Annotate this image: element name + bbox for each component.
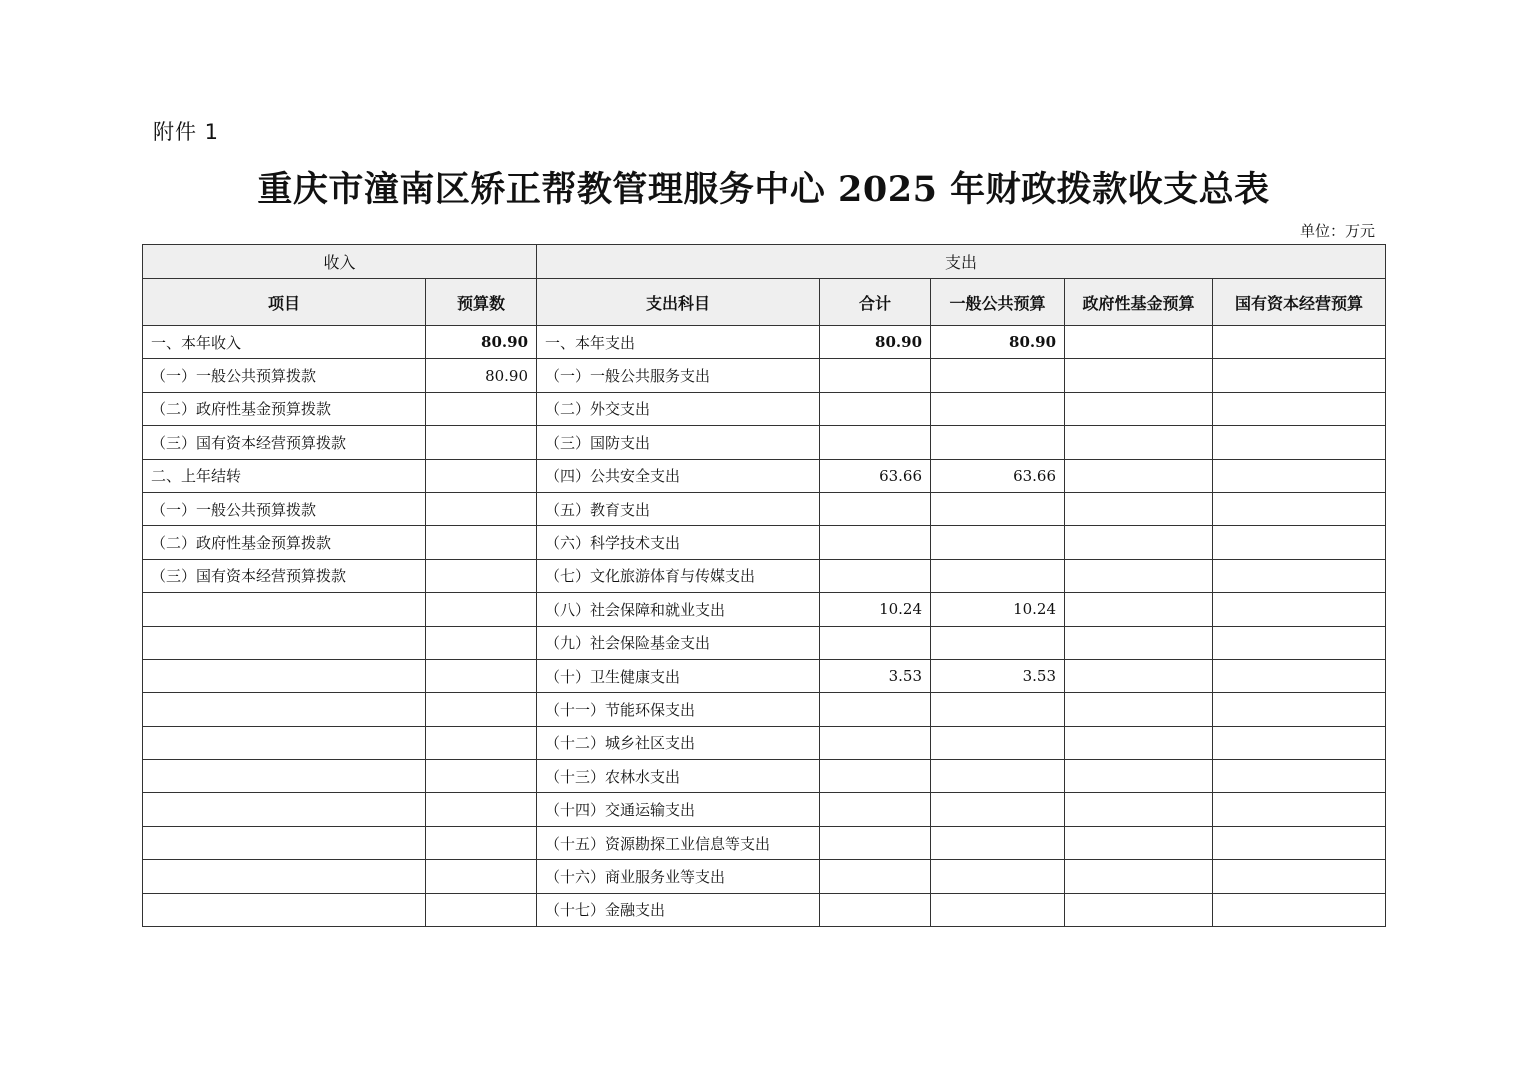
- income-item-cell: （三）国有资本经营预算拨款: [143, 559, 426, 592]
- table-row: [143, 860, 1386, 893]
- state-capital-budget-cell: [1213, 392, 1386, 425]
- state-capital-budget-cell: [1213, 492, 1386, 525]
- fund-budget-cell: [1065, 559, 1213, 592]
- table-row: [143, 492, 1386, 525]
- total-cell: [820, 726, 931, 759]
- fund-budget-cell: [1065, 726, 1213, 759]
- table-body: [143, 326, 1386, 927]
- total-cell: [820, 826, 931, 859]
- expense-item-cell: （十五）资源勘探工业信息等支出: [537, 826, 820, 859]
- total-cell: [820, 760, 931, 793]
- state-capital-budget-cell: [1213, 860, 1386, 893]
- income-item-cell: （二）政府性基金预算拨款: [143, 526, 426, 559]
- col-header-state-capital-budget: 国有资本经营预算: [1213, 279, 1386, 326]
- fund-budget-cell: [1065, 693, 1213, 726]
- expense-item-cell: （十四）交通运输支出: [537, 793, 820, 826]
- budget-summary-table: [142, 244, 1386, 927]
- table-row: [143, 893, 1386, 926]
- income-amount-cell: [426, 826, 537, 859]
- total-cell: 10.24: [820, 593, 931, 626]
- total-cell: [820, 559, 931, 592]
- income-amount-cell: [426, 559, 537, 592]
- state-capital-budget-cell: [1213, 726, 1386, 759]
- income-item-cell: [143, 593, 426, 626]
- state-capital-budget-cell: [1213, 659, 1386, 692]
- total-cell: [820, 426, 931, 459]
- expense-item-cell: （七）文化旅游体育与传媒支出: [537, 559, 820, 592]
- general-budget-cell: 63.66: [931, 459, 1065, 492]
- general-budget-cell: 3.53: [931, 659, 1065, 692]
- expense-item-cell: （五）教育支出: [537, 492, 820, 525]
- general-budget-cell: 80.90: [931, 326, 1065, 359]
- general-budget-cell: [931, 826, 1065, 859]
- general-budget-cell: [931, 893, 1065, 926]
- col-header-total: 合计: [820, 279, 931, 326]
- column-header-row: [143, 279, 1386, 326]
- table-row: [143, 760, 1386, 793]
- expense-item-cell: （十六）商业服务业等支出: [537, 860, 820, 893]
- total-cell: 3.53: [820, 659, 931, 692]
- fund-budget-cell: [1065, 826, 1213, 859]
- income-item-cell: [143, 893, 426, 926]
- fund-budget-cell: [1065, 459, 1213, 492]
- table-row: [143, 793, 1386, 826]
- table-row: [143, 726, 1386, 759]
- expense-item-cell: （一）一般公共服务支出: [537, 359, 820, 392]
- income-item-cell: [143, 826, 426, 859]
- expense-item-cell: （八）社会保障和就业支出: [537, 593, 820, 626]
- expense-item-cell: （三）国防支出: [537, 426, 820, 459]
- state-capital-budget-cell: [1213, 693, 1386, 726]
- general-budget-cell: [931, 693, 1065, 726]
- total-cell: 63.66: [820, 459, 931, 492]
- group-header-row: [143, 245, 1386, 279]
- total-cell: 80.90: [820, 326, 931, 359]
- fund-budget-cell: [1065, 326, 1213, 359]
- state-capital-budget-cell: [1213, 359, 1386, 392]
- state-capital-budget-cell: [1213, 526, 1386, 559]
- fund-budget-cell: [1065, 860, 1213, 893]
- table-row: [143, 459, 1386, 492]
- col-header-general-budget: 一般公共预算: [931, 279, 1065, 326]
- table-row: [143, 526, 1386, 559]
- general-budget-cell: [931, 760, 1065, 793]
- income-item-cell: （一）一般公共预算拨款: [143, 492, 426, 525]
- expense-item-cell: （十二）城乡社区支出: [537, 726, 820, 759]
- income-item-cell: [143, 626, 426, 659]
- unit-label: 单位：万元: [1299, 222, 1375, 240]
- table-row: [143, 359, 1386, 392]
- expense-item-cell: 一、本年支出: [537, 326, 820, 359]
- income-amount-cell: [426, 659, 537, 692]
- state-capital-budget-cell: [1213, 326, 1386, 359]
- expense-item-cell: （二）外交支出: [537, 392, 820, 425]
- fund-budget-cell: [1065, 392, 1213, 425]
- income-amount-cell: [426, 459, 537, 492]
- state-capital-budget-cell: [1213, 893, 1386, 926]
- table-row: [143, 392, 1386, 425]
- state-capital-budget-cell: [1213, 559, 1386, 592]
- general-budget-cell: [931, 559, 1065, 592]
- income-amount-cell: [426, 492, 537, 525]
- general-budget-cell: 10.24: [931, 593, 1065, 626]
- income-item-cell: [143, 760, 426, 793]
- general-budget-cell: [931, 860, 1065, 893]
- income-amount-cell: [426, 693, 537, 726]
- income-amount-cell: [426, 526, 537, 559]
- state-capital-budget-cell: [1213, 626, 1386, 659]
- income-amount-cell: [426, 893, 537, 926]
- total-cell: [820, 526, 931, 559]
- expense-item-cell: （十）卫生健康支出: [537, 659, 820, 692]
- general-budget-cell: [931, 726, 1065, 759]
- expense-item-cell: （九）社会保险基金支出: [537, 626, 820, 659]
- income-amount-cell: [426, 860, 537, 893]
- table-row: [143, 559, 1386, 592]
- col-header-expense-item: 支出科目: [537, 279, 820, 326]
- table-row: [143, 826, 1386, 859]
- general-budget-cell: [931, 626, 1065, 659]
- fund-budget-cell: [1065, 659, 1213, 692]
- income-amount-cell: [426, 626, 537, 659]
- income-item-cell: [143, 659, 426, 692]
- general-budget-cell: [931, 392, 1065, 425]
- income-amount-cell: [426, 392, 537, 425]
- state-capital-budget-cell: [1213, 793, 1386, 826]
- total-cell: [820, 860, 931, 893]
- income-item-cell: 二、上年结转: [143, 459, 426, 492]
- col-header-budget: 预算数: [426, 279, 537, 326]
- state-capital-budget-cell: [1213, 760, 1386, 793]
- attachment-label: 附件 1: [153, 120, 220, 144]
- col-header-fund-budget: 政府性基金预算: [1065, 279, 1213, 326]
- col-header-item: 项目: [143, 279, 426, 326]
- total-cell: [820, 492, 931, 525]
- fund-budget-cell: [1065, 893, 1213, 926]
- general-budget-cell: [931, 359, 1065, 392]
- general-budget-cell: [931, 793, 1065, 826]
- state-capital-budget-cell: [1213, 459, 1386, 492]
- table-row: [143, 659, 1386, 692]
- state-capital-budget-cell: [1213, 593, 1386, 626]
- state-capital-budget-cell: [1213, 826, 1386, 859]
- income-item-cell: （三）国有资本经营预算拨款: [143, 426, 426, 459]
- fund-budget-cell: [1065, 793, 1213, 826]
- fund-budget-cell: [1065, 760, 1213, 793]
- fund-budget-cell: [1065, 626, 1213, 659]
- total-cell: [820, 693, 931, 726]
- income-item-cell: （二）政府性基金预算拨款: [143, 392, 426, 425]
- expense-item-cell: （十三）农林水支出: [537, 760, 820, 793]
- income-amount-cell: [426, 760, 537, 793]
- income-amount-cell: 80.90: [426, 359, 537, 392]
- expense-item-cell: （六）科学技术支出: [537, 526, 820, 559]
- total-cell: [820, 793, 931, 826]
- fund-budget-cell: [1065, 492, 1213, 525]
- income-amount-cell: [426, 426, 537, 459]
- income-item-cell: [143, 860, 426, 893]
- income-amount-cell: [426, 726, 537, 759]
- table-row: [143, 593, 1386, 626]
- expense-item-cell: （十七）金融支出: [537, 893, 820, 926]
- income-amount-cell: [426, 593, 537, 626]
- income-amount-cell: [426, 793, 537, 826]
- total-cell: [820, 392, 931, 425]
- table-row: [143, 426, 1386, 459]
- state-capital-budget-cell: [1213, 426, 1386, 459]
- document-title: 重庆市潼南区矫正帮教管理服务中心 2025 年财政拨款收支总表: [257, 169, 1270, 210]
- table-row: [143, 693, 1386, 726]
- general-budget-cell: [931, 526, 1065, 559]
- income-item-cell: 一、本年收入: [143, 326, 426, 359]
- expense-item-cell: （四）公共安全支出: [537, 459, 820, 492]
- income-item-cell: [143, 726, 426, 759]
- expense-item-cell: （十一）节能环保支出: [537, 693, 820, 726]
- income-item-cell: [143, 693, 426, 726]
- table-row: [143, 626, 1386, 659]
- fund-budget-cell: [1065, 426, 1213, 459]
- fund-budget-cell: [1065, 593, 1213, 626]
- total-cell: [820, 626, 931, 659]
- total-cell: [820, 359, 931, 392]
- expense-group-header: 支出: [537, 245, 1386, 279]
- table-row: [143, 326, 1386, 359]
- fund-budget-cell: [1065, 359, 1213, 392]
- income-group-header: 收入: [143, 245, 537, 279]
- income-amount-cell: 80.90: [426, 326, 537, 359]
- fund-budget-cell: [1065, 526, 1213, 559]
- total-cell: [820, 893, 931, 926]
- general-budget-cell: [931, 492, 1065, 525]
- income-item-cell: （一）一般公共预算拨款: [143, 359, 426, 392]
- general-budget-cell: [931, 426, 1065, 459]
- income-item-cell: [143, 793, 426, 826]
